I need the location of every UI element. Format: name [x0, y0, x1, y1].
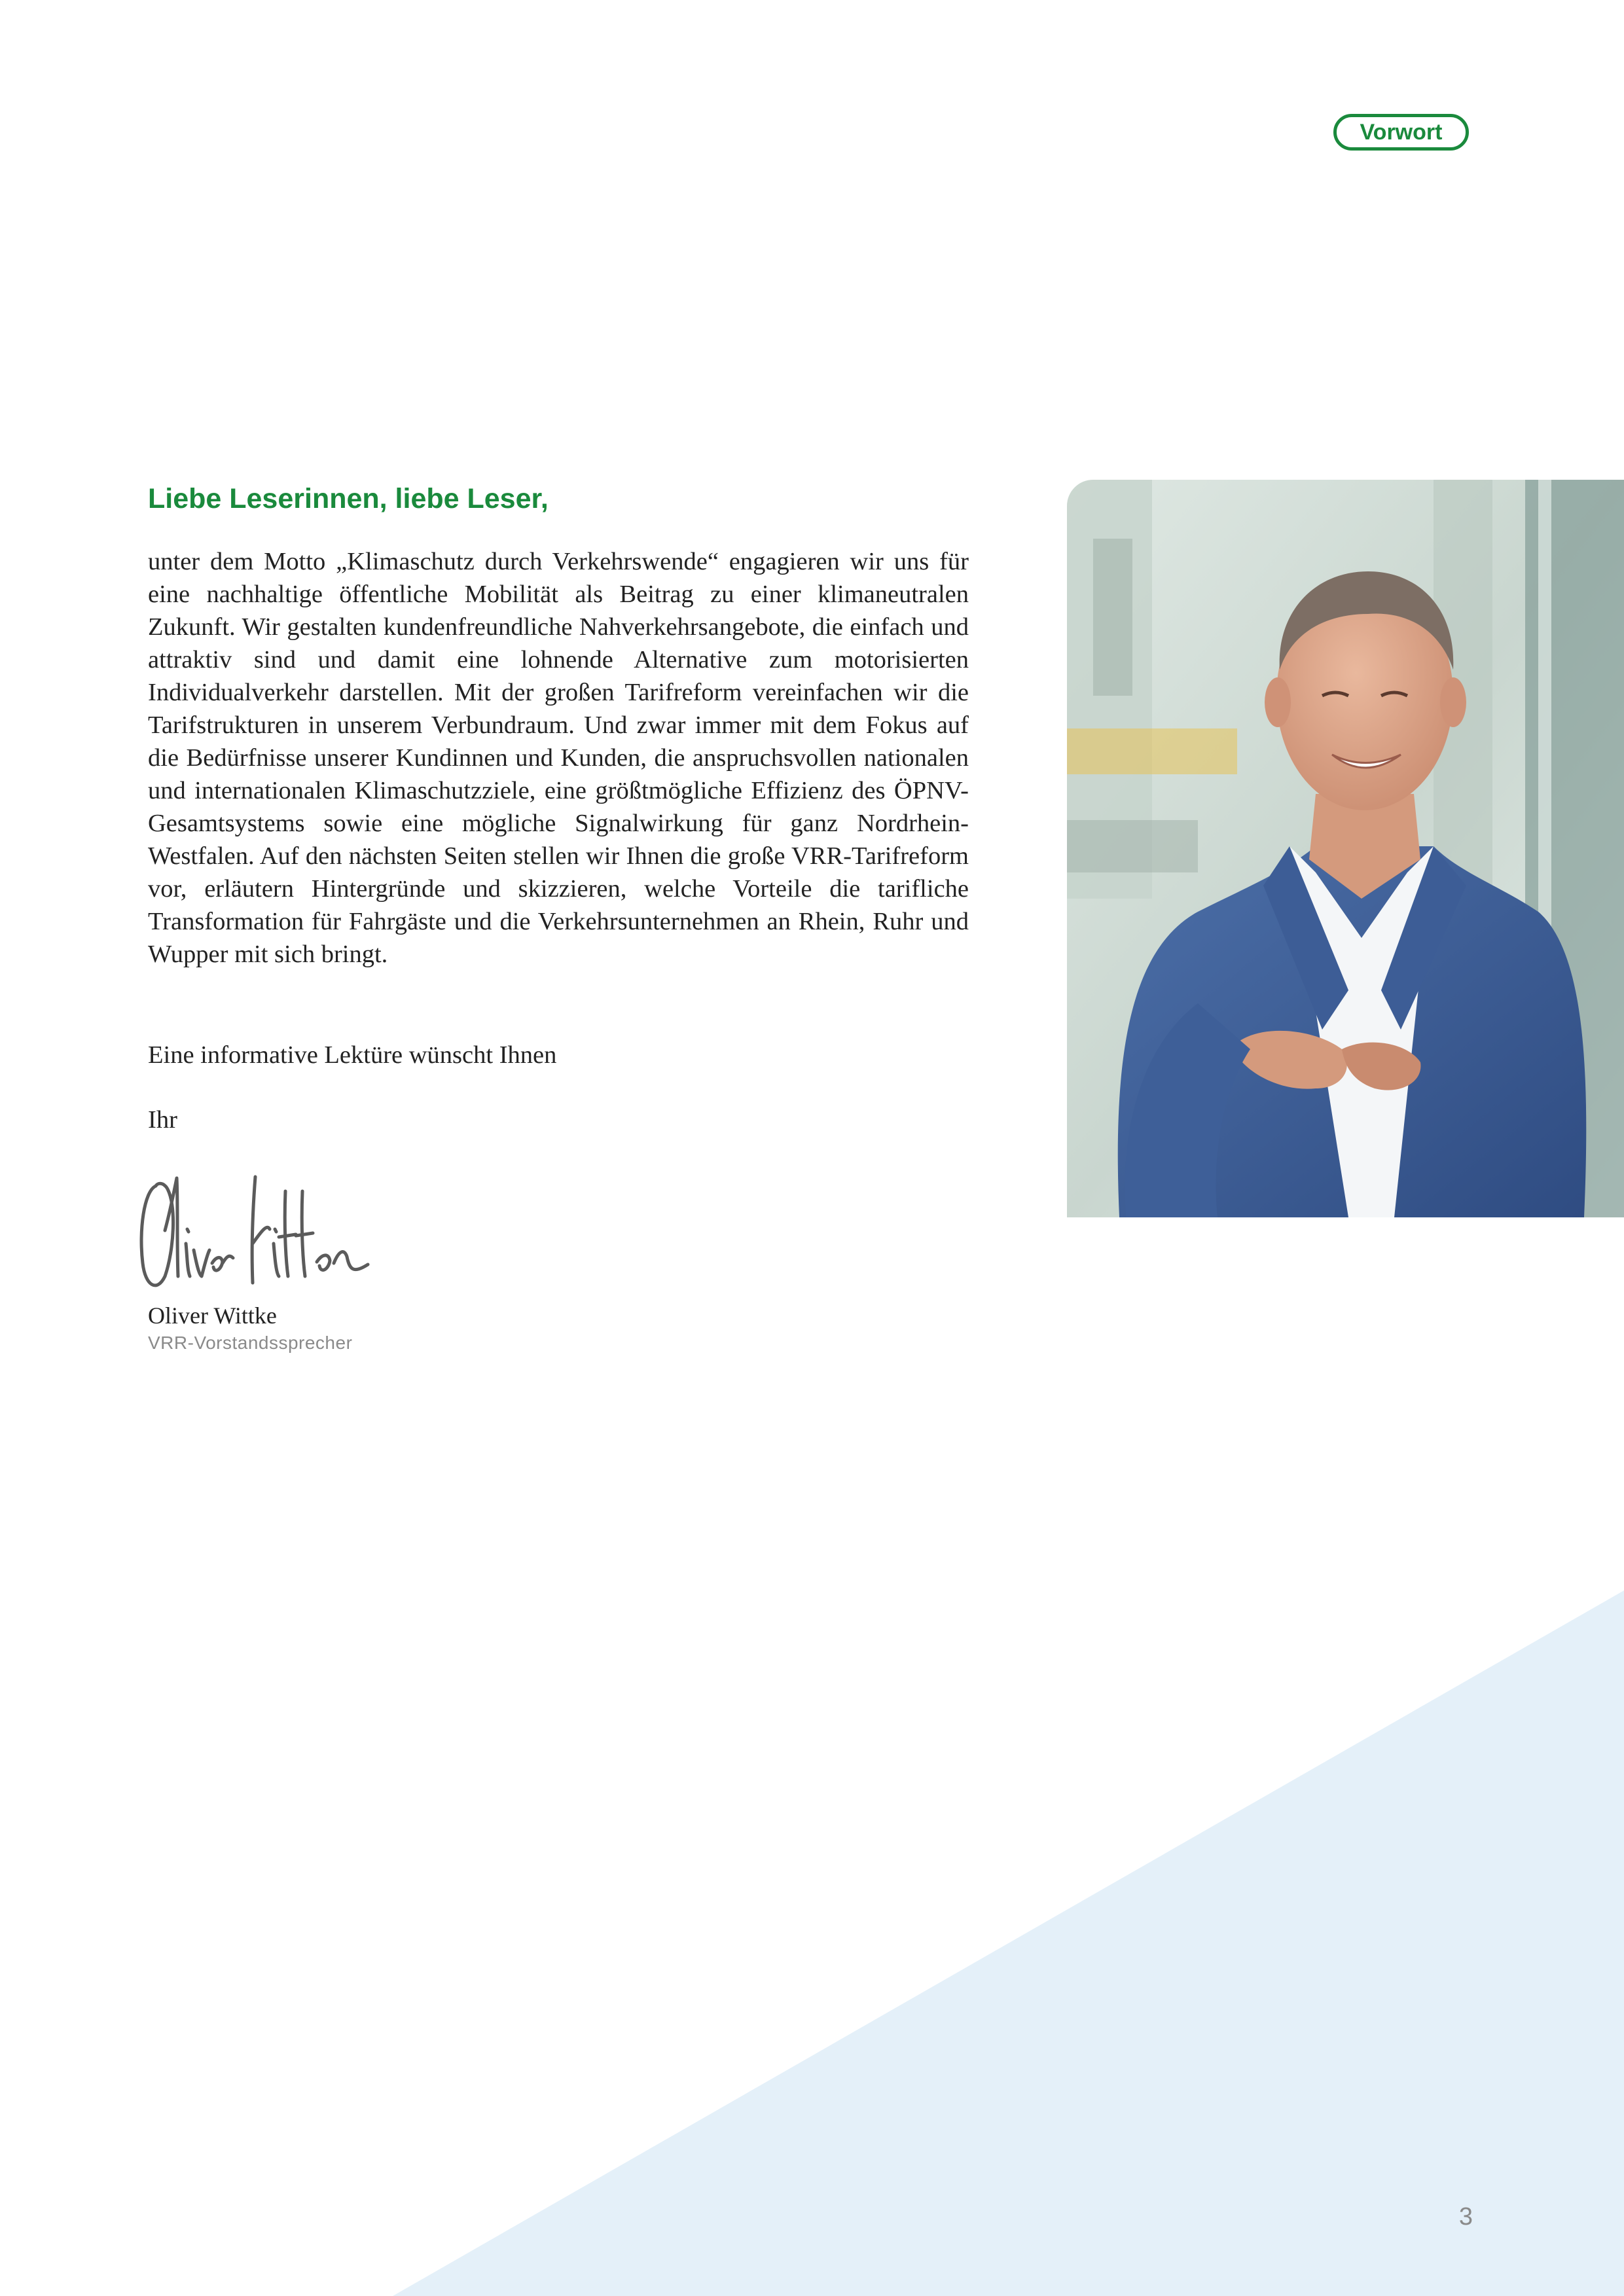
portrait-photo: [1067, 480, 1624, 1217]
section-badge: Vorwort: [1333, 114, 1469, 151]
signatory-title: VRR-Vorstandssprecher: [148, 1333, 353, 1353]
letter-body: unter dem Motto „Klimaschutz durch Verkehrswende“ engagieren wir uns für eine nachhaltige öffentliche Mobilität als Beitrag zu einer klimaneutralen Zukunft. Wir gestalten kundenfreundliche Nahverkehrsangebote, die einfach und attraktiv sind und damit eine lohnende Alternative zum motorisierten Individualverkehr darstellen. Mit der großen Tarifreform vereinfachen wir die Tarifstrukturen in unserem Verbundraum. Und zwar immer mit dem Fokus auf die Bedürfnisse unserer Kundinnen und Kunden, die anspruchsvollen nationalen und internationalen Klimaschutzziele, eine größtmögliche Effizienz des ÖPNV-Gesamtsystems sowie eine mögliche Signalwirkung für ganz Nordrhein-Westfalen. Auf den nächsten Seiten stellen wir Ihnen die große VRR-Tarifreform vor, erläutern Hintergründe und skizzieren, welche Vorteile die tarifliche Transformation für Fahrgäste und die Verkehrsunternehmen an Rhein, Ruhr und Wupper mit sich bringt.: [148, 548, 969, 968]
page-number: 3: [1458, 2203, 1473, 2231]
signatory-name: Oliver Wittke: [148, 1302, 277, 1329]
letter-greeting: Liebe Leserinnen, liebe Leser,: [148, 483, 549, 514]
handwritten-signature: [131, 1152, 386, 1302]
letter-salutation: Ihr: [148, 1106, 177, 1134]
letter-closing: Eine informative Lektüre wünscht Ihnen: [148, 1041, 557, 1069]
